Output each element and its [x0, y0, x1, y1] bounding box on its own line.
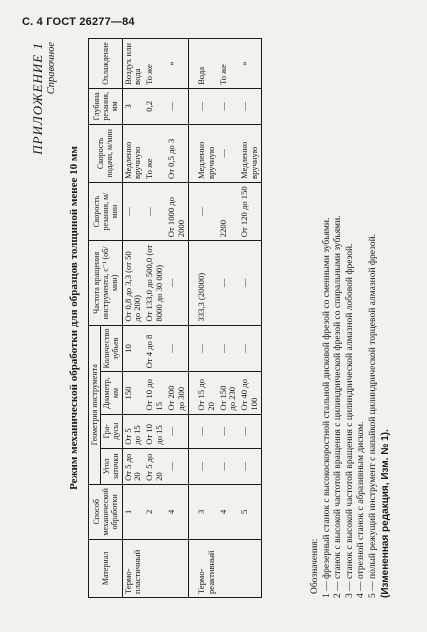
cell-depth: — [188, 88, 217, 124]
header-cutting-speed: Скорость резания, м/мин [89, 182, 123, 240]
cell-cooling: Вода [188, 39, 217, 89]
machining-table [88, 38, 262, 598]
cell-depth: 3 [122, 88, 144, 124]
cell-angle: От 5 до 20 [144, 448, 166, 484]
cell-feed-speed: Медленно вручную [239, 124, 261, 182]
cell-frequency: — [218, 241, 240, 325]
cell-method: 3 [188, 484, 217, 539]
cell-method: 4 [218, 484, 240, 539]
cell-angle: — [166, 448, 188, 484]
appendix-label [30, 42, 57, 155]
cell-cutting-speed: От 1000 до 2000 [166, 182, 188, 240]
cell-angle: — [218, 448, 240, 484]
cell-cutting-speed: От 120 до 150 [239, 182, 261, 240]
cell-cooling: » [239, 39, 261, 89]
cell-material [144, 539, 166, 597]
cell-cutting-speed: — [144, 182, 166, 240]
table-row [166, 39, 188, 598]
cell-teeth: От 4 до 8 [144, 325, 166, 372]
notes-block [310, 38, 393, 598]
cell-angle: От 5 до 20 [122, 448, 144, 484]
cell-cutting-speed: — [122, 182, 144, 240]
cell-teeth: — [239, 325, 261, 372]
cell-diameter: От 15 до 20 [188, 372, 217, 414]
note-item: 1 — фрезерный станок с высокоскоростной стальной дисковой фрезой со сменными зубьями. [321, 217, 332, 598]
cell-diameter: 150 [122, 372, 144, 414]
cell-cooling: » [166, 39, 188, 89]
cell-feed-speed: — [218, 124, 240, 182]
cell-cooling: То же [144, 39, 166, 89]
cell-frequency: — [166, 241, 188, 325]
header-cooling: Охлаждение [89, 39, 123, 89]
cell-teeth: — [188, 325, 217, 372]
note-item: 4 — отрезной станок с абразивным диском. [356, 421, 367, 598]
header-angle: Угол заточки [101, 448, 122, 484]
cell-back-angle: — [218, 414, 240, 448]
amendment-note: (Измененная редакция, Изм. № 1). [380, 429, 392, 598]
table-row [188, 39, 217, 598]
notes-title: Обозначения: [310, 538, 320, 594]
header-feed-speed: Скорость подачи, м/мин [89, 124, 123, 182]
cell-feed-speed: Медленно вручную [122, 124, 144, 182]
cell-cutting-speed: 2200 [218, 182, 240, 240]
cell-diameter: От 150 до 230 [218, 372, 240, 414]
header-back-angle: Гра-дусы [101, 414, 122, 448]
cell-back-angle: — [188, 414, 217, 448]
table-row [218, 39, 240, 598]
cell-angle: — [239, 448, 261, 484]
cell-feed-speed: Медленно вручную [188, 124, 217, 182]
appendix-title: ПРИЛОЖЕНИЕ 1 [30, 42, 45, 155]
cell-material: Термо-реактивный [188, 539, 217, 597]
cell-material: Термо-пластичный [122, 539, 144, 597]
cell-teeth: — [166, 325, 188, 372]
header-geometry: Геометрия инструмента [89, 325, 101, 484]
cell-feed-speed: От 0,5 до 3 [166, 124, 188, 182]
cell-diameter: От 10 до 15 [144, 372, 166, 414]
header-frequency: Частота вращения инструмента, с⁻¹ (об/мин) [89, 241, 123, 325]
table-row [122, 39, 144, 598]
note-item: 5 — полый режущий инструмент с напайкой цилиндрической торцевой алмазной фрезой. [367, 233, 378, 598]
cell-diameter: От 200 до 300 [166, 372, 188, 414]
rotated-page-content [24, 38, 412, 598]
header-material: Материал [89, 539, 123, 597]
cell-frequency: От 133,0 до 500,0 (от 8000 до 30 000) [144, 241, 166, 325]
cell-material [239, 539, 261, 597]
note-item: 3 — станок с высокой частотой вращения с цилиндрической алмазной лобовой фрезой. [344, 243, 355, 598]
cell-frequency: 333,3 (20000) [188, 241, 217, 325]
cell-method: 2 [144, 484, 166, 539]
cell-teeth: 10 [122, 325, 144, 372]
cell-feed-speed: То же [144, 124, 166, 182]
cell-back-angle: — [166, 414, 188, 448]
cell-back-angle: От 10 до 15 [144, 414, 166, 448]
table-row [239, 39, 261, 598]
cell-depth: 0,2 [144, 88, 166, 124]
header-depth: Глубина резания, мм [89, 88, 123, 124]
cell-frequency: От 0,8 до 3,3 (от 50 до 200) [122, 241, 144, 325]
note-item: 2 — станок с высокой частотой вращения с цилиндрической фрезой со спиральными зубьями. [333, 215, 344, 598]
header-method: Способ механической обработки [89, 484, 123, 539]
table-row [144, 39, 166, 598]
cell-cooling: Воздух или вода [122, 39, 144, 89]
cell-method: 4 [166, 484, 188, 539]
cell-method: 5 [239, 484, 261, 539]
cell-diameter: От 40 до 100 [239, 372, 261, 414]
cell-angle: — [188, 448, 217, 484]
cell-depth: — [239, 88, 261, 124]
cell-material [166, 539, 188, 597]
cell-depth: — [166, 88, 188, 124]
appendix-subtitle: Справочное [46, 42, 57, 95]
page-header: С. 4 ГОСТ 26277—84 [22, 16, 135, 28]
header-diameter: Диаметр, мм [101, 372, 122, 414]
header-teeth: Количество зубьев [101, 325, 122, 372]
cell-frequency: — [239, 241, 261, 325]
cell-depth: — [218, 88, 240, 124]
cell-method: 1 [122, 484, 144, 539]
cell-back-angle: — [239, 414, 261, 448]
cell-cooling: То же [218, 39, 240, 89]
cell-material [218, 539, 240, 597]
cell-cutting-speed: — [188, 182, 217, 240]
cell-back-angle: От 5 до 15 [122, 414, 144, 448]
cell-teeth: — [218, 325, 240, 372]
table-title: Режим механической обработки для образцов толщиной менее 10 мм [68, 146, 80, 490]
